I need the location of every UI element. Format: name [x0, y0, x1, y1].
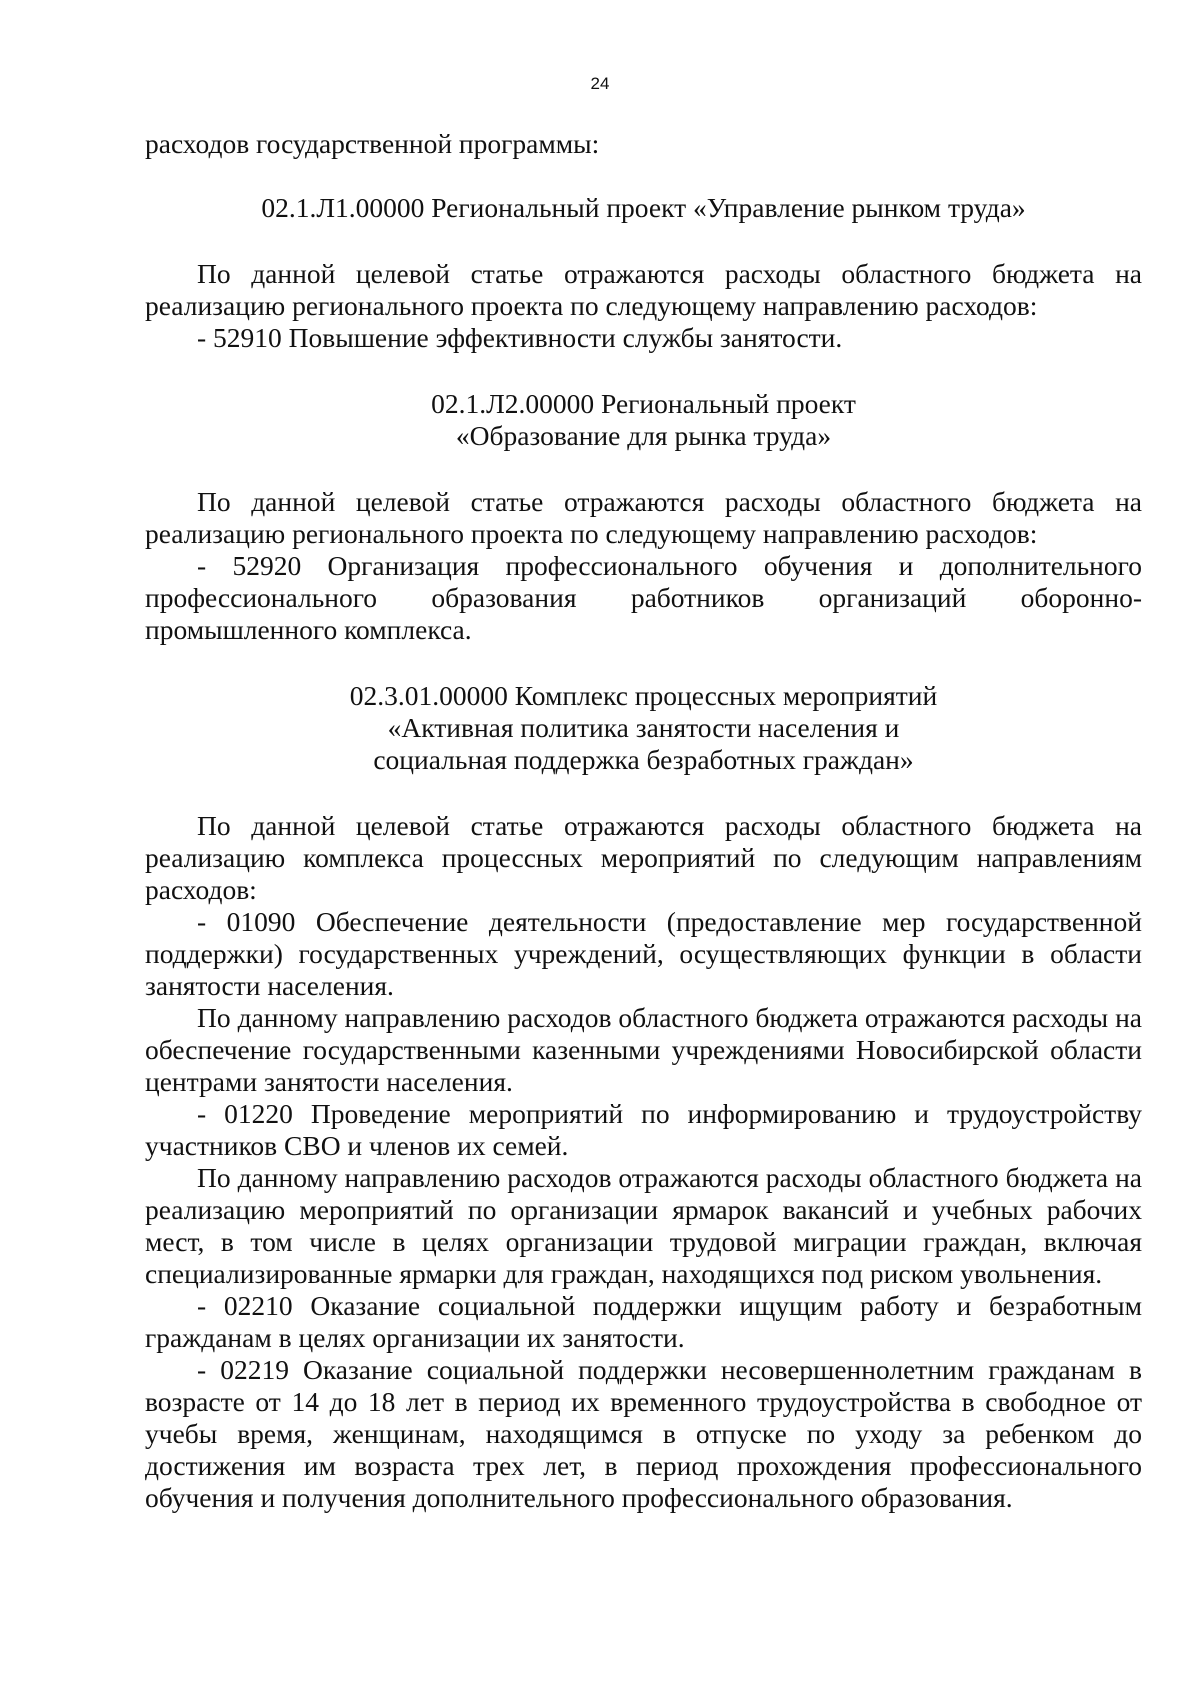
section2-paragraph: По данной целевой статье отражаются расходы областного бюджета на реализацию регионального проекта по следующему направлению расходов:: [145, 486, 1142, 549]
section-heading-labor-market-management: 02.1.Л1.00000 Региональный проект «Управление рынком труда»: [261, 192, 1026, 223]
section3-heading-line3: социальная поддержка безработных граждан»: [373, 744, 914, 775]
section1-paragraph: По данной целевой статье отражаются расходы областного бюджета на реализацию регионального проекта по следующему направлению расходов:: [145, 258, 1142, 321]
section3-item-02210: - 02210 Оказание социальной поддержки ищущим работу и безработным гражданам в целях организации их занятости.: [145, 1290, 1142, 1353]
section2-heading-line1: 02.1.Л2.00000 Региональный проект: [431, 388, 856, 419]
section3-item-01220-description: По данному направлению расходов отражаются расходы областного бюджета на реализацию мероприятий по организации ярмарок вакансий и учебных рабочих мест, в том числе в целях организации трудовой миграции граждан, включая специализированные ярмарки для граждан, находящихся под риском увольнения.: [145, 1162, 1142, 1289]
section3-item-01090-description: По данному направлению расходов областного бюджета отражаются расходы на обеспечение государственными казенными учреждениями Новосибирской области центрами занятости населения.: [145, 1002, 1142, 1097]
section3-heading-line1: 02.3.01.00000 Комплекс процессных мероприятий: [349, 680, 938, 711]
intro-line: расходов государственной программы:: [145, 128, 600, 159]
section2-item-52920: - 52920 Организация профессионального обучения и дополнительного профессионального образования работников организаций оборонно-промышленного комплекса.: [145, 550, 1142, 645]
document-body: [145, 128, 1142, 1514]
section3-item-02219: - 02219 Оказание социальной поддержки несовершеннолетним гражданам в возрасте от 14 до 18 лет в период их временного трудоустройства в свободное от учебы время, женщинам, находящимся в отпуске по уходу за ребенком до достижения им возраста трех лет, в период прохождения профессионального обучения и получения дополнительного профессионального образования.: [145, 1354, 1142, 1513]
section1-item-52910: - 52910 Повышение эффективности службы занятости.: [197, 322, 843, 353]
section2-heading-line2: «Образование для рынка труда»: [455, 420, 832, 451]
section3-heading-line2: «Активная политика занятости населения и: [387, 712, 900, 743]
section3-paragraph: По данной целевой статье отражаются расходы областного бюджета на реализацию комплекса процессных мероприятий по следующим направлениям расходов:: [145, 810, 1142, 905]
page-number: 24: [590, 74, 610, 93]
section3-item-01220: - 01220 Проведение мероприятий по информированию и трудоустройству участников СВО и членов их семей.: [145, 1098, 1142, 1161]
section3-item-01090: - 01090 Обеспечение деятельности (предоставление мер государственной поддержки) государственных учреждений, осуществляющих функции в области занятости населения.: [145, 906, 1142, 1001]
